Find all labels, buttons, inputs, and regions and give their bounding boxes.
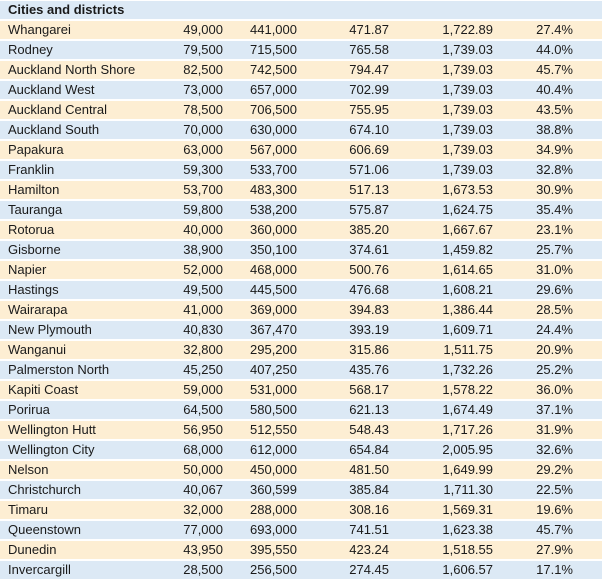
cell-value-col2[interactable]: 538,200 (250, 202, 297, 217)
cell-value-col1[interactable]: 45,250 (183, 362, 223, 377)
cell-value-col3[interactable]: 393.19 (349, 322, 389, 337)
table-row (0, 361, 602, 379)
cell-value-col5[interactable]: 31.0% (536, 262, 573, 277)
cell-city-name[interactable]: Christchurch (8, 482, 81, 497)
cell-value-col5[interactable]: 19.6% (536, 502, 573, 517)
cell-value-col4[interactable]: 1,711.30 (443, 482, 493, 497)
cell-value-col1[interactable]: 38,900 (183, 242, 223, 257)
table-row (0, 321, 602, 339)
table-row (0, 261, 602, 279)
cell-value-col3[interactable]: 741.51 (349, 522, 389, 537)
cell-value-col4[interactable]: 1,674.49 (442, 402, 493, 417)
cell-value-col2[interactable]: 693,000 (250, 522, 297, 537)
cell-value-col1[interactable]: 77,000 (183, 522, 223, 537)
cell-value-col2[interactable]: 450,000 (250, 462, 297, 477)
cell-value-col5[interactable]: 43.5% (536, 102, 573, 117)
cell-value-col5[interactable]: 23.1% (536, 222, 573, 237)
cell-value-col3[interactable]: 575.87 (349, 202, 389, 217)
cell-value-col5[interactable]: 27.4% (536, 22, 573, 37)
cell-value-col3[interactable]: 308.16 (349, 502, 389, 517)
cell-value-col3[interactable]: 571.06 (349, 162, 389, 177)
cell-value-col3[interactable]: 548.43 (349, 422, 389, 437)
cell-city-name[interactable]: Auckland South (8, 122, 100, 137)
cell-value-col1[interactable]: 49,000 (183, 22, 223, 37)
cell-city-name[interactable]: Hamilton (8, 182, 60, 197)
cell-value-col4[interactable]: 2,005.95 (442, 442, 493, 457)
cell-value-col5[interactable]: 44.0% (536, 42, 573, 57)
cell-value-col1[interactable]: 28,500 (183, 562, 223, 577)
cell-value-col1[interactable]: 82,500 (183, 62, 223, 77)
cell-city-name[interactable]: Auckland Central (8, 102, 107, 117)
cell-value-col2[interactable]: 360,599 (250, 482, 297, 497)
cell-value-col5[interactable]: 35.4% (536, 202, 573, 217)
cell-value-col5[interactable]: 22.5% (536, 482, 573, 497)
cell-value-col5[interactable]: 27.9% (536, 542, 573, 557)
cell-value-col5[interactable]: 32.8% (536, 162, 573, 177)
cell-city-name[interactable]: Rotorua (8, 222, 55, 237)
cell-value-col3[interactable]: 435.76 (349, 362, 389, 377)
table-row (0, 161, 602, 179)
cell-value-col2[interactable]: 441,000 (250, 22, 297, 37)
table-row (0, 521, 602, 539)
cell-value-col4[interactable]: 1,739.03 (442, 122, 493, 137)
cell-value-col4[interactable]: 1,739.03 (442, 42, 493, 57)
table-row (0, 561, 602, 579)
cell-value-col4[interactable]: 1,614.65 (442, 262, 493, 277)
table-row (0, 41, 602, 59)
cell-value-col3[interactable]: 606.69 (349, 142, 389, 157)
cell-value-col3[interactable]: 476.68 (349, 282, 389, 297)
cell-value-col1[interactable]: 78,500 (183, 102, 223, 117)
table-title: Cities and districts (8, 2, 125, 17)
cell-value-col1[interactable]: 70,000 (183, 122, 223, 137)
cell-value-col1[interactable]: 43,950 (183, 542, 223, 557)
cell-value-col5[interactable]: 30.9% (536, 182, 573, 197)
cell-value-col4[interactable]: 1,511.75 (443, 342, 493, 357)
cell-value-col1[interactable]: 79,500 (183, 42, 223, 57)
cell-city-name[interactable]: Dunedin (8, 542, 57, 557)
cell-value-col2[interactable]: 706,500 (250, 102, 297, 117)
cell-value-col2[interactable]: 630,000 (250, 122, 297, 137)
cell-value-col2[interactable]: 288,000 (250, 502, 297, 517)
cell-value-col2[interactable]: 742,500 (250, 62, 297, 77)
cell-value-col3[interactable]: 500.76 (349, 262, 389, 277)
cell-value-col4[interactable]: 1,739.03 (442, 82, 493, 97)
cell-value-col4[interactable]: 1,722.89 (442, 22, 493, 37)
cell-city-name[interactable]: Wellington Hutt (8, 422, 96, 437)
cell-city-name[interactable]: New Plymouth (8, 322, 92, 337)
cell-value-col4[interactable]: 1,609.71 (442, 322, 493, 337)
cell-value-col2[interactable]: 533,700 (250, 162, 297, 177)
cell-value-col3[interactable]: 315.86 (349, 342, 389, 357)
cell-value-col3[interactable]: 654.84 (349, 442, 389, 457)
cell-city-name[interactable]: Gisborne (8, 242, 61, 257)
cell-value-col2[interactable]: 612,000 (250, 442, 297, 457)
table-row (0, 461, 602, 479)
cell-value-col3[interactable]: 471.87 (349, 22, 389, 37)
cell-value-col1[interactable]: 32,800 (183, 342, 223, 357)
cell-value-col5[interactable]: 45.7% (536, 522, 573, 537)
cell-city-name[interactable]: Rodney (8, 42, 53, 57)
cell-value-col4[interactable]: 1,739.03 (442, 102, 493, 117)
cell-value-col5[interactable]: 25.2% (536, 362, 573, 377)
cell-value-col1[interactable]: 59,300 (183, 162, 223, 177)
table-row (0, 441, 602, 459)
cell-value-col2[interactable]: 367,470 (250, 322, 297, 337)
cell-value-col2[interactable]: 715,500 (250, 42, 297, 57)
cell-value-col4[interactable]: 1,667.67 (442, 222, 493, 237)
cell-value-col5[interactable]: 25.7% (536, 242, 573, 257)
cell-city-name[interactable]: Tauranga (8, 202, 63, 217)
cell-value-col5[interactable]: 34.9% (536, 142, 573, 157)
table-row (0, 21, 602, 39)
cell-value-col2[interactable]: 483,300 (250, 182, 297, 197)
cell-value-col1[interactable]: 32,000 (183, 502, 223, 517)
table-row (0, 121, 602, 139)
cell-value-col4[interactable]: 1,673.53 (442, 182, 493, 197)
cell-value-col4[interactable]: 1,717.26 (442, 422, 493, 437)
cell-value-col4[interactable]: 1,518.55 (442, 542, 493, 557)
table-row (0, 381, 602, 399)
cell-value-col2[interactable]: 580,500 (250, 402, 297, 417)
cell-city-name[interactable]: Auckland North Shore (8, 62, 136, 77)
cell-city-name[interactable]: Wanganui (8, 342, 67, 357)
table-row (0, 301, 602, 319)
cell-value-col4[interactable]: 1,608.21 (442, 282, 493, 297)
cell-value-col3[interactable]: 794.47 (349, 62, 389, 77)
cell-value-col3[interactable]: 765.58 (349, 42, 389, 57)
cell-city-name[interactable]: Timaru (8, 502, 48, 517)
cell-value-col3[interactable]: 674.10 (349, 122, 389, 137)
cell-value-col5[interactable]: 36.0% (536, 382, 573, 397)
cell-value-col3[interactable]: 394.83 (349, 302, 389, 317)
cell-value-col3[interactable]: 385.20 (349, 222, 389, 237)
cell-value-col5[interactable]: 37.1% (536, 402, 573, 417)
cell-city-name[interactable]: Whangarei (8, 22, 71, 37)
cell-value-col1[interactable]: 52,000 (183, 262, 223, 277)
cell-value-col1[interactable]: 63,000 (183, 142, 223, 157)
cell-value-col4[interactable]: 1,624.75 (442, 202, 493, 217)
cell-value-col5[interactable]: 32.6% (536, 442, 573, 457)
cell-value-col3[interactable]: 481.50 (349, 462, 389, 477)
cell-value-col5[interactable]: 24.4% (536, 322, 573, 337)
cell-value-col2[interactable]: 407,250 (250, 362, 297, 377)
cell-value-col4[interactable]: 1,578.22 (442, 382, 493, 397)
table-row (0, 401, 602, 419)
table-row (0, 181, 602, 199)
cell-value-col5[interactable]: 28.5% (536, 302, 573, 317)
cell-value-col2[interactable]: 350,100 (250, 242, 297, 257)
table-row (0, 541, 602, 559)
cell-value-col3[interactable]: 755.95 (349, 102, 389, 117)
table-row (0, 201, 602, 219)
cell-city-name[interactable]: Wellington City (8, 442, 95, 457)
cell-value-col2[interactable]: 295,200 (250, 342, 297, 357)
cell-value-col4[interactable]: 1,459.82 (442, 242, 493, 257)
cell-city-name[interactable]: Franklin (8, 162, 55, 177)
cell-value-col4[interactable]: 1,739.03 (442, 162, 493, 177)
cell-value-col1[interactable]: 40,830 (183, 322, 223, 337)
table-row (0, 481, 602, 499)
cell-value-col2[interactable]: 657,000 (250, 82, 297, 97)
cell-value-col5[interactable]: 38.8% (536, 122, 573, 137)
cell-value-col5[interactable]: 31.9% (536, 422, 573, 437)
cell-city-name[interactable]: Auckland West (8, 82, 95, 97)
cell-value-col1[interactable]: 68,000 (183, 442, 223, 457)
cell-value-col1[interactable]: 56,950 (183, 422, 223, 437)
cell-value-col4[interactable]: 1,732.26 (442, 362, 493, 377)
cell-value-col1[interactable]: 41,000 (183, 302, 223, 317)
cell-city-name[interactable]: Wairarapa (8, 302, 68, 317)
table-header (0, 1, 602, 19)
cell-value-col1[interactable]: 64,500 (183, 402, 223, 417)
cell-value-col3[interactable]: 621.13 (349, 402, 389, 417)
cell-value-col2[interactable]: 567,000 (250, 142, 297, 157)
cell-value-col1[interactable]: 59,800 (183, 202, 223, 217)
cell-city-name[interactable]: Papakura (8, 142, 64, 157)
table-row (0, 281, 602, 299)
cell-value-col3[interactable]: 423.24 (349, 542, 389, 557)
cell-value-col2[interactable]: 445,500 (250, 282, 297, 297)
cell-value-col1[interactable]: 73,000 (183, 82, 223, 97)
cell-value-col3[interactable]: 385.84 (349, 482, 389, 497)
table-row (0, 141, 602, 159)
cell-value-col1[interactable]: 50,000 (183, 462, 223, 477)
cell-value-col5[interactable]: 29.6% (536, 282, 573, 297)
cell-value-col3[interactable]: 517.13 (349, 182, 389, 197)
cell-value-col2[interactable]: 512,550 (250, 422, 297, 437)
cell-value-col2[interactable]: 369,000 (250, 302, 297, 317)
cell-value-col1[interactable]: 40,067 (183, 482, 223, 497)
cell-value-col1[interactable]: 53,700 (183, 182, 223, 197)
cell-value-col4[interactable]: 1,569.31 (442, 502, 493, 517)
cell-value-col1[interactable]: 49,500 (183, 282, 223, 297)
cell-value-col4[interactable]: 1,386.44 (442, 302, 493, 317)
table-row (0, 241, 602, 259)
cell-value-col5[interactable]: 17.1% (536, 562, 573, 577)
cell-value-col2[interactable]: 360,000 (250, 222, 297, 237)
cell-city-name[interactable]: Napier (8, 262, 47, 277)
cell-value-col5[interactable]: 20.9% (536, 342, 573, 357)
cell-value-col4[interactable]: 1,623.38 (442, 522, 493, 537)
cell-city-name[interactable]: Nelson (8, 462, 49, 477)
cell-value-col5[interactable]: 29.2% (536, 462, 573, 477)
table-row (0, 101, 602, 119)
cell-value-col3[interactable]: 374.61 (349, 242, 389, 257)
cell-city-name[interactable]: Porirua (8, 402, 50, 417)
cell-value-col4[interactable]: 1,739.03 (442, 62, 493, 77)
cell-value-col2[interactable]: 395,550 (250, 542, 297, 557)
cell-value-col2[interactable]: 256,500 (250, 562, 297, 577)
table-row (0, 81, 602, 99)
cell-value-col2[interactable]: 468,000 (250, 262, 297, 277)
table-row (0, 221, 602, 239)
cell-value-col3[interactable]: 702.99 (349, 82, 389, 97)
cell-value-col1[interactable]: 59,000 (183, 382, 223, 397)
cell-city-name[interactable]: Invercargill (8, 562, 71, 577)
cell-city-name[interactable]: Kapiti Coast (8, 382, 79, 397)
cell-city-name[interactable]: Palmerston North (8, 362, 110, 377)
table-row (0, 61, 602, 79)
table-row (0, 341, 602, 359)
cell-city-name[interactable]: Hastings (8, 282, 59, 297)
table-body (0, 21, 602, 579)
cell-value-col1[interactable]: 40,000 (183, 222, 223, 237)
table-row (0, 501, 602, 519)
cell-value-col5[interactable]: 40.4% (536, 82, 573, 97)
cell-value-col4[interactable]: 1,649.99 (442, 462, 493, 477)
table-row (0, 421, 602, 439)
cell-city-name[interactable]: Queenstown (8, 522, 81, 537)
cell-value-col3[interactable]: 568.17 (349, 382, 389, 397)
cell-value-col4[interactable]: 1,739.03 (442, 142, 493, 157)
cell-value-col5[interactable]: 45.7% (536, 62, 573, 77)
cell-value-col2[interactable]: 531,000 (250, 382, 297, 397)
cell-value-col4[interactable]: 1,606.57 (442, 562, 493, 577)
cell-value-col3[interactable]: 274.45 (349, 562, 389, 577)
